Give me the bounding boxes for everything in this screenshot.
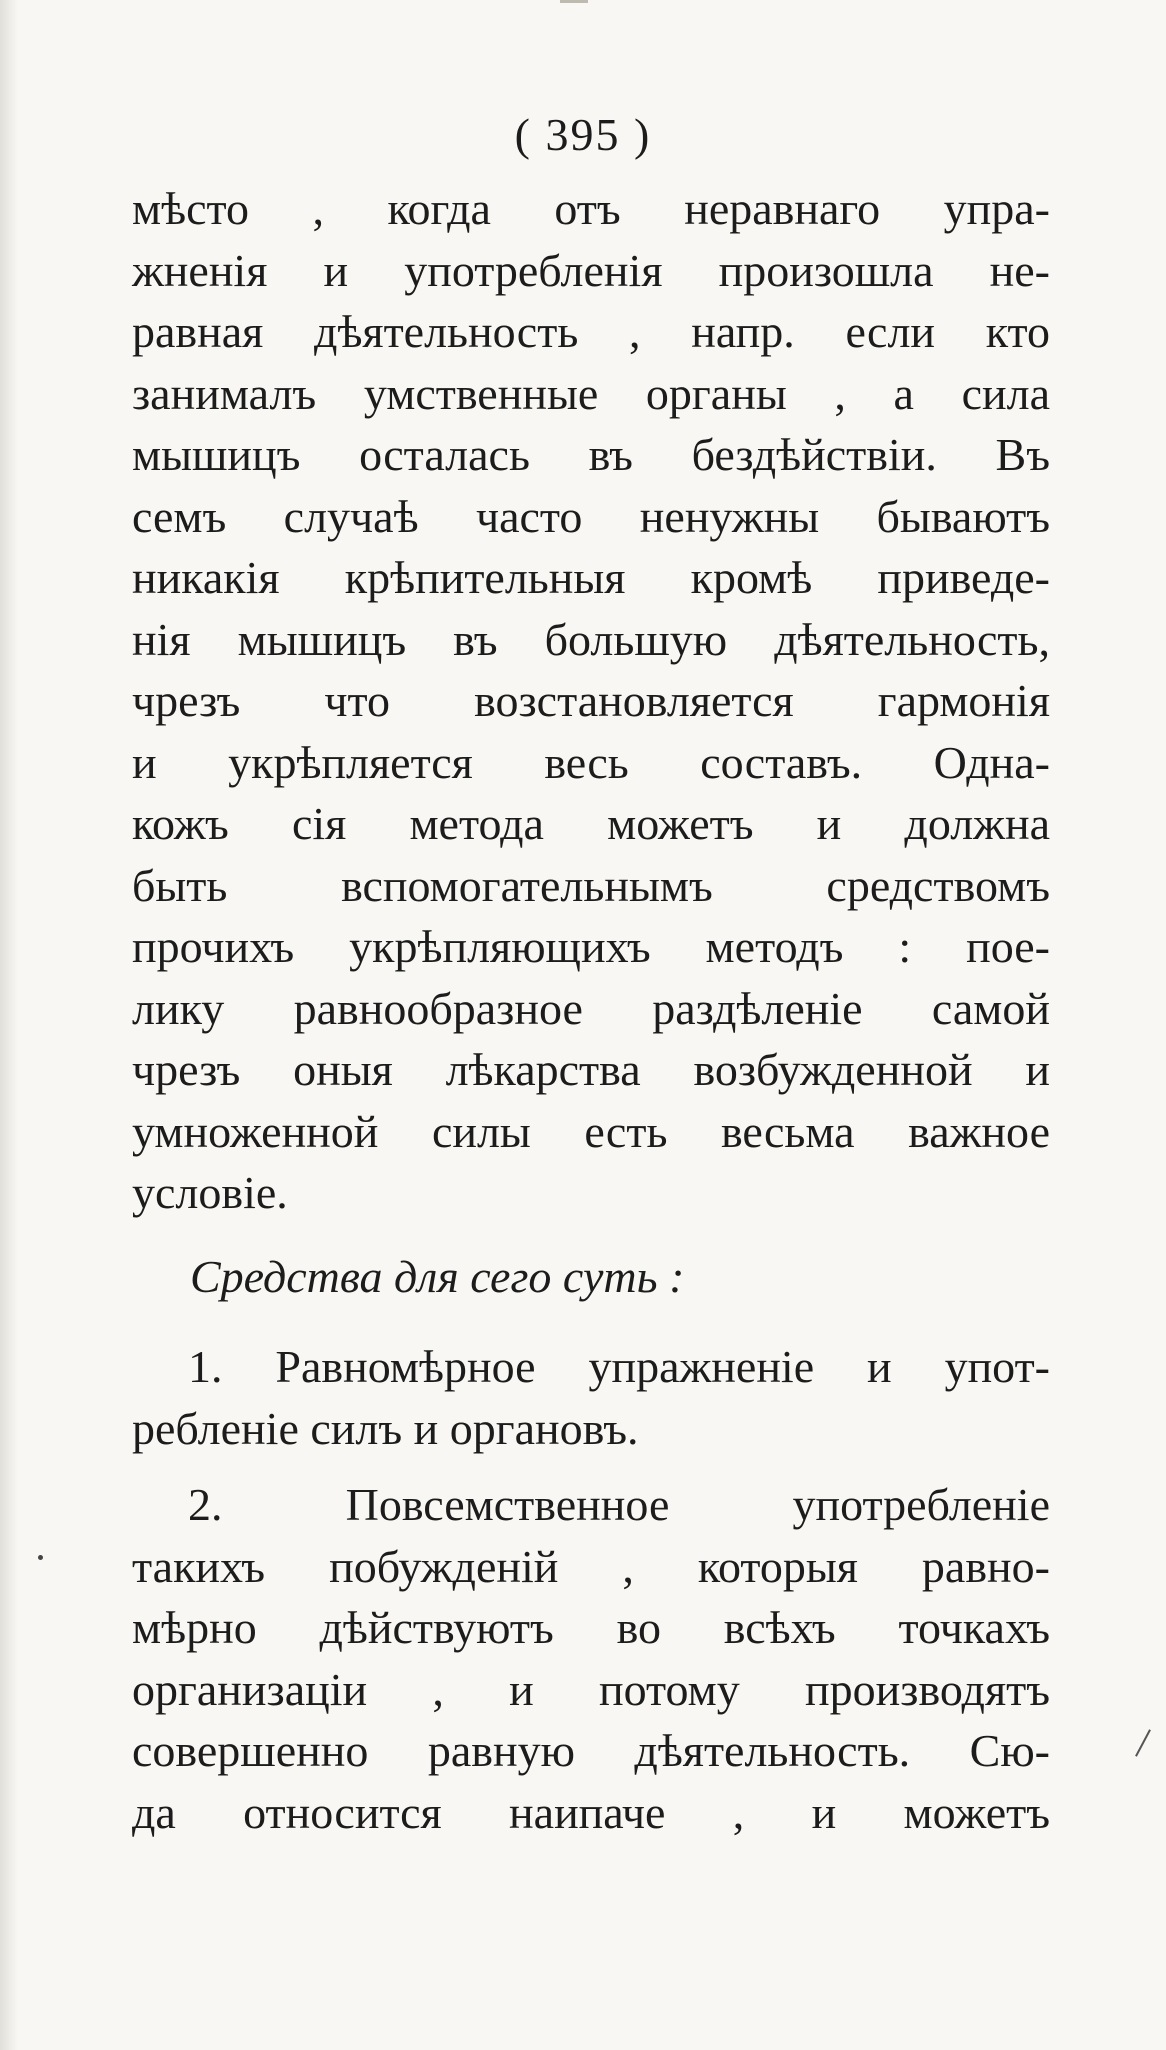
paragraph-line: прочихъ укрѣпляющихъ методъ : пое- bbox=[132, 921, 1050, 972]
paragraph-line: условіе. bbox=[132, 1167, 288, 1218]
list-item-line: да относится наипаче , и можетъ bbox=[132, 1786, 1050, 1838]
page-edge-shadow bbox=[0, 0, 18, 2050]
list-item-2 bbox=[132, 1474, 1050, 1843]
paragraph-line: умноженной силы есть весьма важное bbox=[132, 1105, 1050, 1157]
section-subheading: Средства для сего суть : bbox=[190, 1251, 685, 1302]
list-item-line: 1. Равномѣрное упражненіе и упот- bbox=[188, 1341, 1050, 1392]
paragraph-line: нія мышицъ въ большую дѣятельность, bbox=[132, 613, 1050, 665]
paragraph-line: занималъ умственные органы , а сила bbox=[132, 367, 1050, 419]
top-edge-mark bbox=[560, 0, 588, 3]
page-number: ( 395 ) bbox=[514, 109, 652, 160]
paragraph-line: быть вспомогательнымъ средствомъ bbox=[132, 859, 1050, 911]
main-paragraph bbox=[132, 178, 1050, 1224]
paragraph-line: никакія крѣпительныя кромѣ приведе- bbox=[132, 552, 1050, 603]
margin-pen-mark bbox=[1135, 1729, 1151, 1756]
paragraph-line: чрезъ оныя лѣкарства возбужденной и bbox=[132, 1044, 1050, 1095]
list-item-line: мѣрно дѣйствуютъ во всѣхъ точкахъ bbox=[132, 1602, 1050, 1653]
paragraph-line: семъ случаѣ часто ненужны бываютъ bbox=[132, 490, 1050, 542]
paragraph-line: чрезъ что возстановляется гармонія bbox=[132, 675, 1050, 726]
ink-speck bbox=[38, 1555, 43, 1560]
list-item-line: организаціи , и потому производятъ bbox=[132, 1663, 1050, 1715]
list-item-line: такихъ побужденій , которыя равно- bbox=[132, 1540, 1050, 1592]
paragraph-line: кожъ сія метода можетъ и должна bbox=[132, 798, 1050, 849]
paragraph-line: лику равнообразное раздѣленіе самой bbox=[132, 982, 1050, 1034]
paragraph-line: и укрѣпляется весь составъ. Одна- bbox=[132, 736, 1050, 788]
paragraph-line: жненія и употребленія произошла не- bbox=[132, 244, 1050, 296]
paragraph-line: мѣсто , когда отъ неравнаго упра- bbox=[132, 183, 1050, 234]
paragraph-line: равная дѣятельность , напр. если кто bbox=[132, 306, 1050, 357]
list-item-line: 2. Повсемственное употребленіе bbox=[188, 1479, 1050, 1530]
list-item-1 bbox=[132, 1336, 1050, 1459]
list-item-line: совершенно равную дѣятельность. Сю- bbox=[132, 1725, 1050, 1776]
paragraph-line: мышицъ осталась въ бездѣйствіи. Въ bbox=[132, 429, 1050, 480]
list-item-line: ребленіе силъ и органовъ. bbox=[132, 1402, 639, 1454]
